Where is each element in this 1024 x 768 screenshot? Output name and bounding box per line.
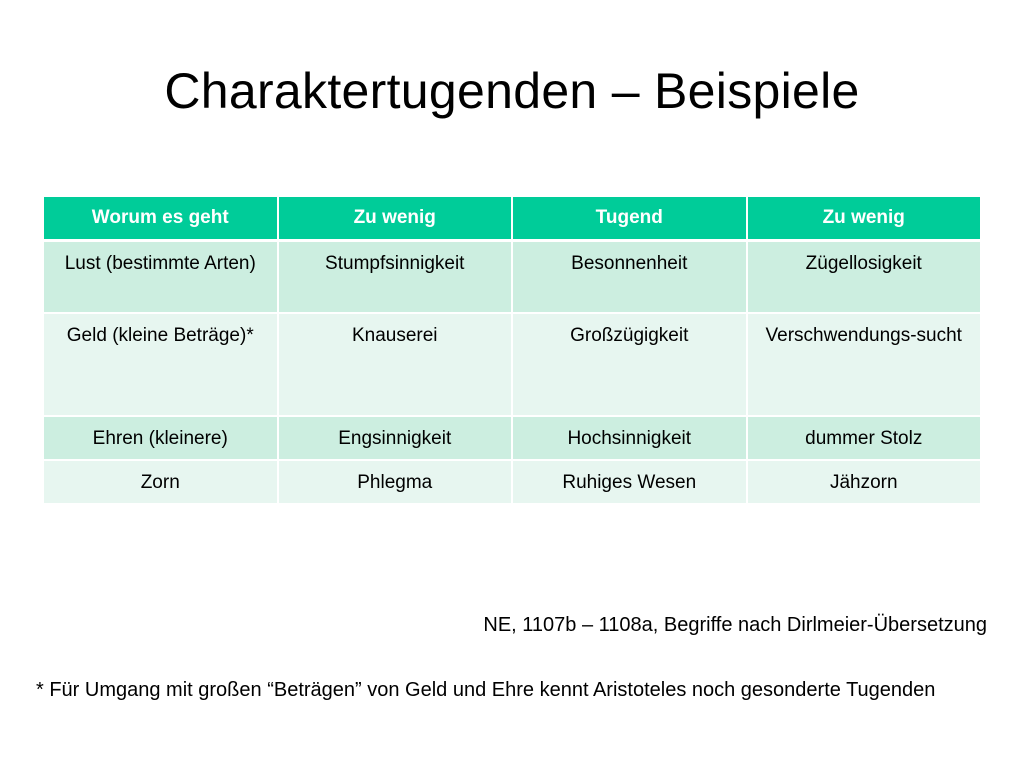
- table-row: [43, 313, 981, 416]
- footnote: * Für Umgang mit großen “Beträgen” von Geld und Ehre kennt Aristoteles noch gesonderte Tugenden: [36, 679, 936, 701]
- table-cell-excess: Zügellosigkeit: [747, 241, 982, 314]
- table-cell-deficiency: Phlegma: [278, 460, 513, 503]
- column-header-excess: Zu wenig: [747, 197, 982, 241]
- table-header-row: [43, 197, 981, 241]
- table-cell-excess: dummer Stolz: [747, 416, 982, 460]
- table-cell-virtue: Großzügigkeit: [512, 313, 747, 416]
- table-cell-deficiency: Stumpfsinnigkeit: [278, 241, 513, 314]
- table-cell-excess: Jähzorn: [747, 460, 982, 503]
- table-cell-excess: Verschwendungs-sucht: [747, 313, 982, 416]
- table-row: [43, 460, 981, 503]
- table-cell-virtue: Hochsinnigkeit: [512, 416, 747, 460]
- table-cell-topic: Ehren (kleinere): [43, 416, 278, 460]
- slide-title: Charaktertugenden – Beispiele: [164, 63, 860, 119]
- table-cell-virtue: Besonnenheit: [512, 241, 747, 314]
- table-row: [43, 241, 981, 314]
- source-citation: NE, 1107b – 1108a, Begriffe nach Dirlmeier-Übersetzung: [483, 614, 987, 636]
- table-cell-topic: Lust (bestimmte Arten): [43, 241, 278, 314]
- table-cell-topic: Geld (kleine Beträge)*: [43, 313, 278, 416]
- virtues-table: [42, 197, 982, 503]
- table-cell-topic: Zorn: [43, 460, 278, 503]
- column-header-topic: Worum es geht: [43, 197, 278, 241]
- table-cell-deficiency: Engsinnigkeit: [278, 416, 513, 460]
- column-header-virtue: Tugend: [512, 197, 747, 241]
- table-cell-virtue: Ruhiges Wesen: [512, 460, 747, 503]
- table-row: [43, 416, 981, 460]
- column-header-deficiency: Zu wenig: [278, 197, 513, 241]
- table-cell-deficiency: Knauserei: [278, 313, 513, 416]
